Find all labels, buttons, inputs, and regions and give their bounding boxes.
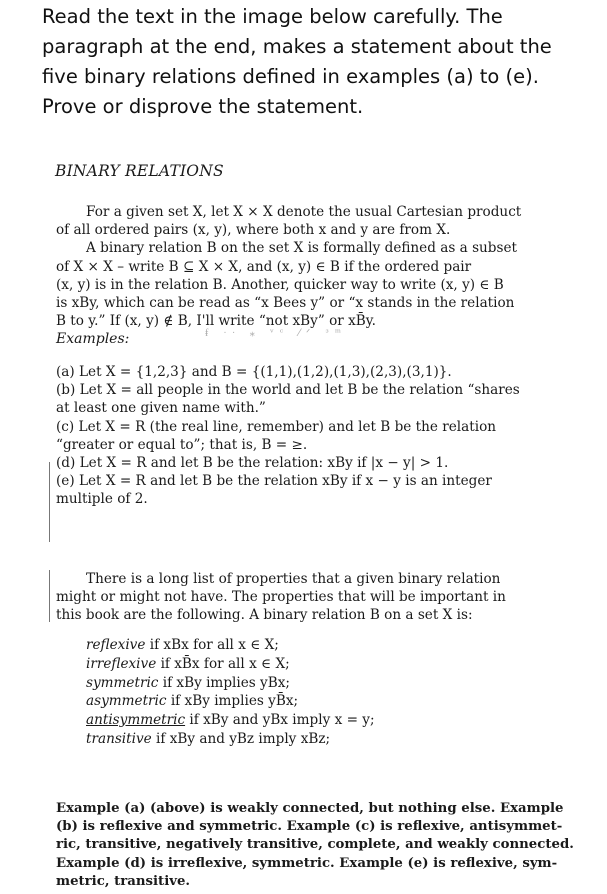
property-item <box>86 674 375 693</box>
pencil-marks: ᵮ ᐧᐧ ⁎ ᵛᶜ ⁄ᐟ ᵌᵐ <box>205 328 347 339</box>
property-name: antisymmetric <box>86 712 186 729</box>
definition-paragraph <box>56 203 521 330</box>
margin-line <box>49 462 50 542</box>
example-line: “greater or equal to”; that is, B = ≥. <box>56 436 308 453</box>
text-line: this book are the following. A binary relation B on a set X is: <box>56 607 473 624</box>
example-line: multiple of 2. <box>56 491 148 508</box>
property-definition: if xB̄x for all x ∈ X; <box>156 655 290 672</box>
property-item <box>86 730 375 749</box>
property-item <box>86 655 375 674</box>
text-line: might or might not have. The properties that will be important in <box>56 589 506 606</box>
property-name: asymmetric <box>86 693 167 710</box>
text-line: B to y.” If (x, y) ∉ B, I'll write “not xBy” or xB̄y. <box>56 313 376 330</box>
example-line: (d) Let X = R and let B be the relation: xBy if |x − y| > 1. <box>56 455 449 472</box>
text-line: There is a long list of properties that a given binary relation <box>86 571 501 587</box>
example-line: (c) Let X = R (the real line, remember) and let B be the relation <box>56 418 497 435</box>
text-line: (b) is reflexive and symmetric. Example (c) is reflexive, antisymmet- <box>56 819 563 835</box>
text-line: metric, transitive. <box>56 873 191 889</box>
text-line: is xBy, which can be read as “x Bees y” or “x stands in the relation <box>56 295 515 312</box>
property-item <box>86 636 375 655</box>
property-name: transitive <box>86 730 152 747</box>
text-line: ric, transitive, negatively transitive, complete, and weakly connected. <box>56 837 574 853</box>
property-definition: if xBy and yBx imply x = y; <box>185 712 375 729</box>
property-definition: if xBy and yBz imply xBz; <box>151 730 331 747</box>
example-line: (b) Let X = all people in the world and let B be the relation “shares <box>56 382 520 399</box>
property-definition: if xBx for all x ∈ X; <box>145 637 279 653</box>
properties-paragraph <box>56 570 506 625</box>
property-name: irreflexive <box>86 655 157 672</box>
property-definition: if xBy implies yB̄x; <box>166 693 299 710</box>
example-line: (e) Let X = R and let B be the relation xBy if x − y is an integer <box>56 473 492 490</box>
text-line: of X × X – write B ⊆ X × X, and (x, y) ∈ B if the ordered pair <box>56 258 472 275</box>
margin-line <box>49 570 50 622</box>
property-item <box>86 692 375 711</box>
property-name: reflexive <box>86 637 146 653</box>
section-heading: BINARY RELATIONS <box>55 162 224 180</box>
summary-paragraph <box>56 800 574 891</box>
property-name: symmetric <box>86 674 159 691</box>
text-line: (x, y) is in the relation B. Another, quicker way to write (x, y) ∈ B <box>56 276 504 293</box>
text-line: A binary relation B on the set X is formally defined as a subset <box>86 240 517 257</box>
example-line: at least one given name with.” <box>56 400 266 417</box>
question-text: Read the text in the image below carefully. The paragraph at the end, makes a statement about the five binary relations defined in examples (a) to (e). Prove or disprove the statement. <box>42 5 552 118</box>
text-line: of all ordered pairs (x, y), where both x and y are from X. <box>56 222 451 239</box>
properties-list <box>86 636 375 749</box>
text-line: Example (d) is irreflexive, symmetric. Example (e) is reflexive, sym- <box>56 855 558 871</box>
examples-list <box>56 363 520 509</box>
examples-label: Examples: <box>56 331 130 347</box>
property-definition: if xBy implies yBx; <box>158 674 290 691</box>
text-line: Example (a) (above) is weakly connected, but nothing else. Example <box>56 801 564 816</box>
property-item <box>86 711 375 730</box>
example-line: (a) Let X = {1,2,3} and B = {(1,1),(1,2),(1,3),(2,3),(3,1)}. <box>56 364 452 380</box>
text-line: For a given set X, let X × X denote the usual Cartesian product <box>86 204 522 220</box>
